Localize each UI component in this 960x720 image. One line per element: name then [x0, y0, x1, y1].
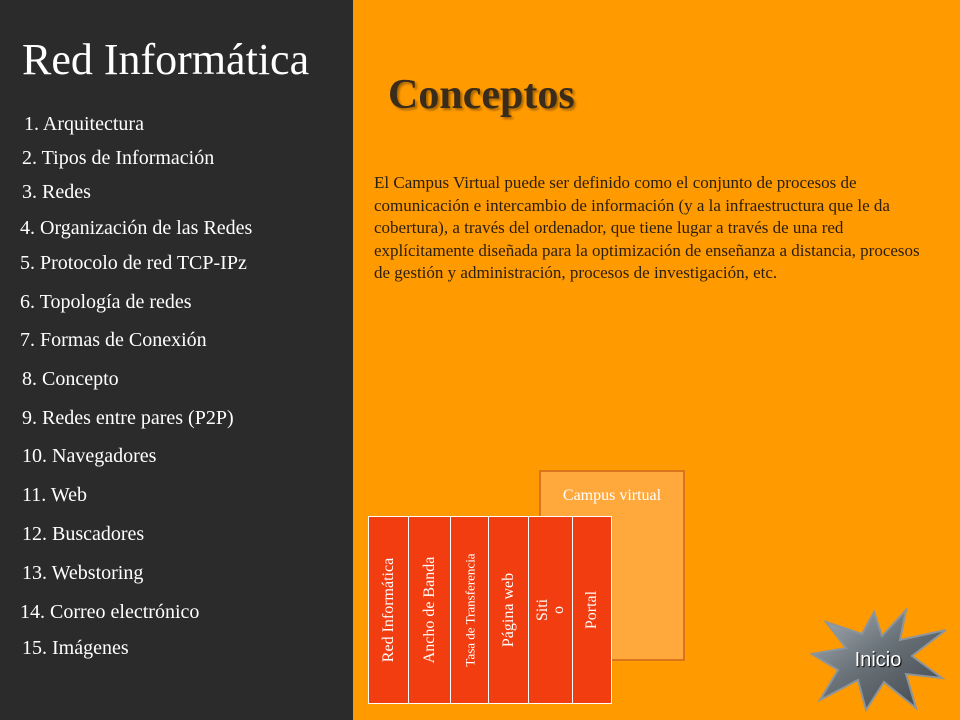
card-portal — [572, 516, 612, 704]
nav-item-web[interactable]: 11. Web — [22, 484, 88, 506]
page-title: Conceptos — [388, 72, 575, 118]
nav-item-imagenes[interactable]: 15. Imágenes — [22, 637, 129, 659]
card-label: Siti o — [534, 598, 567, 622]
card-label: Tasa de Transferencia — [462, 553, 478, 667]
app-title: Red Informática — [22, 35, 310, 84]
nav-item-redes[interactable]: 3. Redes — [22, 181, 91, 203]
card-sitio — [528, 516, 574, 704]
nav-item-formas-conexion[interactable]: 7. Formas de Conexión — [20, 329, 207, 351]
nav-item-navegadores[interactable]: 10. Navegadores — [22, 445, 157, 467]
nav-item-redes-p2p[interactable]: 9. Redes entre pares (P2P) — [22, 407, 234, 429]
card-label: Portal — [583, 590, 600, 630]
nav-item-tipos-informacion[interactable]: 2. Tipos de Información — [22, 147, 215, 169]
nav-item-organizacion-redes[interactable]: 4. Organización de las Redes — [20, 217, 253, 239]
nav-item-correo-electronico[interactable]: 14. Correo electrónico — [20, 601, 200, 623]
card-ancho-banda — [408, 516, 452, 704]
concept-paragraph: El Campus Virtual puede ser definido como el conjunto de procesos de comunicación e intercambio de información (y a la infraestructura que le da cobertura), a través del ordenador, que tiene lugar a través de una red explícitamente diseñada para la optimización de enseñanza a distancia, procesos de gestión y administración, procesos de investigación, etc. — [374, 173, 920, 282]
nav-item-topologia-redes[interactable]: 6. Topología de redes — [20, 291, 192, 313]
home-button-label: Inicio — [854, 649, 902, 671]
home-button[interactable] — [808, 608, 948, 712]
card-tasa-transferencia — [450, 516, 490, 704]
card-red-informatica — [368, 516, 410, 704]
card-label: Red Informática — [380, 557, 397, 663]
card-label: Página web — [500, 572, 517, 648]
nav-item-buscadores[interactable]: 12. Buscadores — [22, 523, 145, 545]
card-label: Ancho de Banda — [421, 556, 438, 664]
sidebar — [0, 0, 353, 720]
card-pagina-web — [488, 516, 530, 704]
nav-item-webstoring[interactable]: 13. Webstoring — [22, 562, 144, 584]
nav-item-concepto[interactable]: 8. Concepto — [22, 368, 119, 390]
nav-item-protocolo-tcp-ip[interactable]: 5. Protocolo de red TCP-IPz — [20, 252, 247, 274]
campus-virtual-label: Campus virtual — [562, 487, 662, 504]
nav-item-arquitectura[interactable]: 1. Arquitectura — [24, 113, 144, 135]
